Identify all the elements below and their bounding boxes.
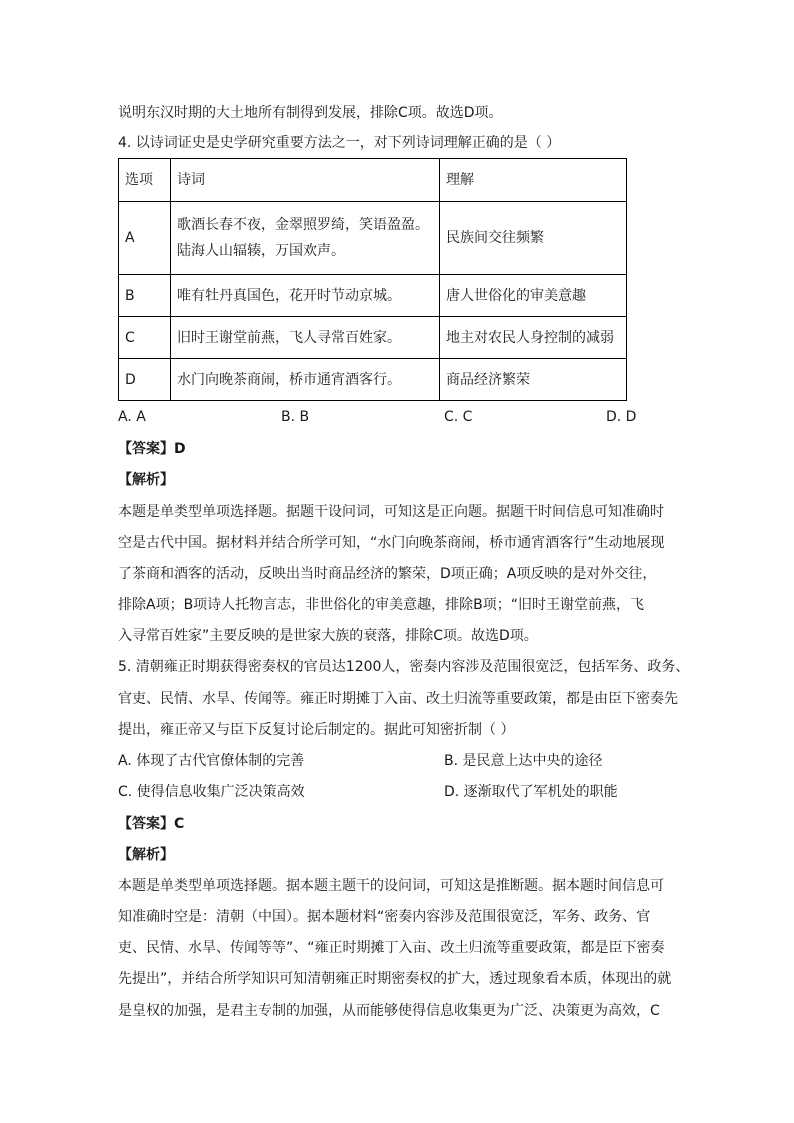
q4-analysis-line: 了茶商和酒客的活动，反映出当时商品经济的繁荣，D项正确；A项反映的是对外交往， — [118, 566, 657, 582]
q4-analysis-label: 【解析】 — [118, 472, 174, 488]
q5-stem-line: 5. 清朝雍正时期获得密奏权的官员达1200人，密奏内容涉及范围很宽泛，包括军务、政务、 — [118, 659, 690, 675]
cell-option: B — [119, 275, 171, 317]
header-cell-option: 选项 — [119, 159, 171, 202]
q4-option-d: D. D — [606, 409, 637, 425]
intro-line: 说明东汉时期的大土地所有制得到发展，排除C项。故选D项。 — [118, 105, 503, 121]
table-row — [119, 317, 627, 359]
q4-stem: 4. 以诗词证史是史学研究重要方法之一，对下列诗词理解正确的是（ ） — [118, 135, 561, 151]
table-row — [119, 275, 627, 317]
cell-option: C — [119, 317, 171, 359]
cell-poem: 唯有牡丹真国色，花开时节动京城。 — [171, 275, 440, 317]
q4-option-c: C. C — [444, 409, 473, 425]
poem-line: 歌酒长春不夜，金翠照罗绮，笑语盈盈。 — [177, 217, 429, 233]
q5-stem-line: 提出，雍正帝又与臣下反复讨论后制定的。据此可知密折制（ ） — [118, 722, 515, 738]
cell-meaning: 商品经济繁荣 — [440, 359, 627, 401]
q5-option-b: B. 是民意上达中央的途径 — [444, 753, 603, 769]
q5-analysis-line: 先提出”，并结合所学知识可知清朝雍正时期密奏权的扩大，透过现象看本质，体现出的就 — [118, 971, 672, 987]
table-row — [119, 359, 627, 401]
cell-option: A — [119, 202, 171, 275]
cell-poem: 旧时王谢堂前燕，飞人寻常百姓家。 — [171, 317, 440, 359]
q4-table — [118, 158, 627, 401]
cell-poem — [171, 202, 440, 275]
q4-analysis-line: 入寻常百姓家”主要反映的是世家大族的衰落，排除C项。故选D项。 — [118, 628, 538, 644]
q5-analysis-line: 吏、民情、水旱、传闻等等”、“雍正时期摊丁入亩、改土归流等重要政策，都是臣下密奏 — [118, 940, 665, 956]
poem-line: 陆海人山辐辏，万国欢声。 — [177, 243, 345, 259]
q5-option-d: D. 逐渐取代了军机处的职能 — [444, 784, 618, 800]
cell-meaning: 民族间交往频繁 — [440, 202, 627, 275]
table-header-row — [119, 159, 627, 202]
q5-analysis-line: 本题是单类型单项选择题。据本题主题干的设问词，可知这是推断题。据本题时间信息可 — [118, 878, 664, 894]
q5-analysis-label: 【解析】 — [118, 847, 174, 863]
q4-analysis-line: 本题是单类型单项选择题。据题干设问词，可知这是正向题。据题干时间信息可知准确时 — [118, 504, 664, 520]
q5-analysis-line: 是皇权的加强，是君主专制的加强，从而能够使得信息收集更为广泛、决策更为高效，C — [118, 1003, 660, 1019]
cell-meaning: 地主对农民人身控制的减弱 — [440, 317, 627, 359]
cell-poem: 水门向晚茶商闹，桥市通宵酒客行。 — [171, 359, 440, 401]
q5-stem-line: 官吏、民情、水旱、传闻等。雍正时期摊丁入亩、改土归流等重要政策，都是由臣下密奏先 — [118, 691, 678, 707]
header-cell-poem: 诗词 — [171, 159, 440, 202]
q5-answer: 【答案】C — [118, 816, 185, 832]
q4-analysis-line: 排除A项；B项诗人托物言志，非世俗化的审美意趣，排除B项；“旧时王谢堂前燕，飞 — [118, 597, 645, 613]
cell-meaning: 唐人世俗化的审美意趣 — [440, 275, 627, 317]
q5-analysis-line: 知准确时空是：清朝（中国）。据本题材料“密奏内容涉及范围很宽泛，军务、政务、官 — [118, 909, 651, 925]
q5-option-c: C. 使得信息收集广泛决策高效 — [118, 784, 305, 800]
q4-option-a: A. A — [118, 409, 146, 425]
q4-answer: 【答案】D — [118, 441, 186, 457]
q4-option-b: B. B — [281, 409, 310, 425]
table-row — [119, 202, 627, 275]
header-cell-meaning: 理解 — [440, 159, 627, 202]
q5-option-a: A. 体现了古代官僚体制的完善 — [118, 753, 305, 769]
cell-option: D — [119, 359, 171, 401]
q4-analysis-line: 空是古代中国。据材料并结合所学可知，“水门向晚茶商闹，桥市通宵酒客行”生动地展现 — [118, 535, 665, 551]
